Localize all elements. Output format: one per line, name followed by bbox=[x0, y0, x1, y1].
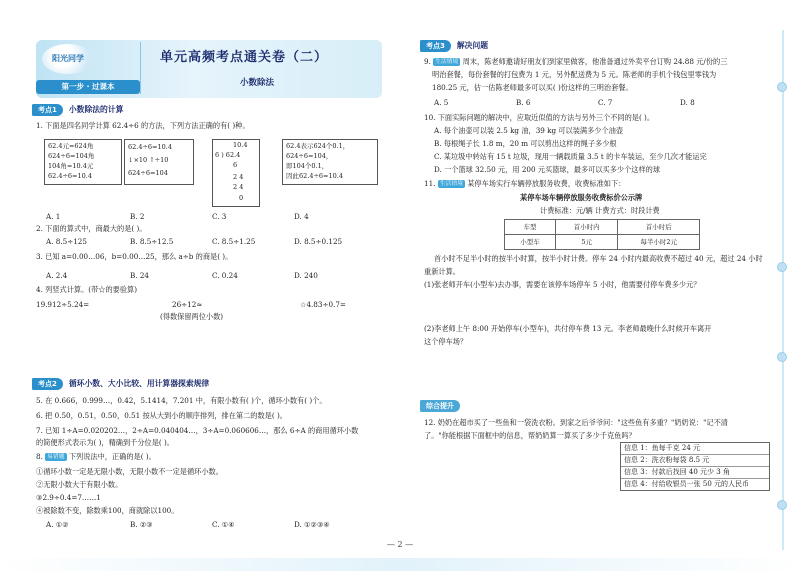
question-8-stem: 8. 易错题 下列说法中，正确的是( )。 bbox=[36, 452, 156, 461]
question-12-line-1: 12. 奶奶在超市买了一些鱼和一袋洗衣粉。到家之后爷爷问："这些鱼有多重？"奶奶说："记不清 bbox=[424, 418, 728, 427]
option-a[interactable]: A. 2.4 bbox=[46, 271, 68, 280]
question-9-line-1: 9. 生活情境 周末，陈老师邀请好朋友们到家里做客，他准备通过外卖平台订购 24.88 元/份的三 bbox=[424, 57, 728, 66]
question-2-stem: 2. 下面的算式中，商最大的是( )。 bbox=[36, 224, 147, 233]
section-heading-1 bbox=[32, 104, 123, 116]
option-a[interactable]: A. ①② bbox=[46, 520, 69, 529]
method-line: 62.4÷6=10.4 bbox=[128, 143, 172, 151]
page-edge-strip bbox=[782, 30, 784, 550]
option-c[interactable]: C. 某垃圾中转站有 15 t 垃圾，现用一辆载质量 3.5 t 的卡车装运，至少几次才能运完 bbox=[434, 152, 707, 161]
page-number: — 2 — bbox=[386, 540, 414, 549]
section-tag: 考点3 bbox=[420, 40, 451, 52]
difficulty-badge: 易错题 bbox=[47, 454, 65, 460]
method-line: 因此62.4÷6=10.4 bbox=[286, 172, 343, 180]
table-cell: 小型车 bbox=[505, 235, 556, 250]
context-badge: 生活情境 bbox=[439, 181, 463, 187]
option-d[interactable]: D. 8.5÷0.125 bbox=[294, 237, 343, 246]
section-name: 小数除法的计算 bbox=[68, 105, 124, 115]
method-line: 624÷6=104 bbox=[128, 169, 168, 177]
option-b[interactable]: B. 2 bbox=[130, 212, 145, 221]
step: 2 4 bbox=[233, 173, 244, 181]
statement-1: ①循环小数一定是无限小数，无限小数不一定是循环小数。 bbox=[36, 467, 223, 476]
question-12-line-2: 了。"你能根据下面框中的信息，帮奶奶算一算买了多少千克鱼吗？ bbox=[424, 431, 636, 440]
question-9-line-2: 明治套餐，每份套餐的打包费为 1 元，另外配送费为 5 元。陈老师的手机个钱包里零钱为 bbox=[432, 70, 717, 79]
calc-note: (得数保留两位小数) bbox=[160, 312, 224, 321]
calc-item-3: ☆4.83÷0.7= bbox=[300, 300, 346, 309]
option-d[interactable]: D. ①②③④ bbox=[294, 520, 330, 529]
binding-hole bbox=[777, 500, 787, 510]
section-tag: 考点1 bbox=[32, 104, 63, 116]
question-7-line-1: 7. 已知 1÷A=0.020202…，2÷A=0.040404…，3÷A=0.060606…，那么 6÷A 的商用循环小数 bbox=[36, 426, 359, 435]
remainder: 0 bbox=[239, 194, 244, 202]
context-badge: 生活情境 bbox=[435, 59, 459, 65]
option-d[interactable]: D. 240 bbox=[294, 271, 318, 280]
method-line: 62.4表示624个0.1， bbox=[286, 142, 350, 150]
question-4-stem: 4. 列竖式计算。(带☆的要验算) bbox=[36, 285, 138, 294]
price-table-subtitle: 计费标准：元/辆 计费方式：时段计费 bbox=[540, 206, 660, 215]
question-5: 5. 在 0.666，0.999…，0.42，5.1414，7.201 中，有限小数有( )个，循环小数有( )个。 bbox=[36, 396, 327, 405]
step-label: 第一步 · 过课本 bbox=[36, 80, 140, 94]
question-6: 6. 把 0.50，0.51，0.50，0.51 按从大到小的顺序排列，排在第二的数是( )。 bbox=[36, 411, 287, 420]
question-1-stem: 1. 下面是四名同学计算 62.4÷6 的方法，下列方法正确的有( )种。 bbox=[36, 121, 250, 130]
bottom-decoration bbox=[0, 558, 800, 571]
price-table-title: 某停车场车辆停放服务收费标价公示牌 bbox=[520, 193, 643, 202]
table-cell: 每半小时2元 bbox=[618, 235, 700, 250]
option-d[interactable]: D. 8 bbox=[680, 98, 695, 107]
stem-text: 周末，陈老师邀请好朋友们到家里做客，他准备通过外卖平台订购 24.88 元/份的三 bbox=[462, 57, 728, 66]
question-11-part-2-line-1: (2)李老师上午 8:00 开始停车(小型车)，共付停车费 13 元。李老师最晚什么时候开车离开 bbox=[424, 324, 712, 333]
option-a[interactable]: A. 1 bbox=[46, 212, 61, 221]
section-heading-4 bbox=[420, 400, 460, 412]
option-b[interactable]: B. 24 bbox=[130, 271, 149, 280]
table-header-cell: 首小时后 bbox=[618, 220, 700, 235]
step: 2 4 bbox=[233, 183, 244, 191]
question-10-stem: 10. 下面实际问题的解决中，应取近似值的方法与另外三个不同的是( )。 bbox=[424, 113, 655, 122]
table-header-row bbox=[505, 220, 700, 235]
binding-hole bbox=[777, 352, 787, 362]
page-subtitle: 小数除法 bbox=[240, 78, 275, 88]
method-box-1 bbox=[44, 139, 122, 185]
table-header-cell: 车型 bbox=[505, 220, 556, 235]
step: 6 bbox=[233, 161, 238, 169]
info-line: 信息 3：付款后找回 40 元少 3 角 bbox=[621, 467, 769, 479]
fee-rule-line-1: 首小时不足半小时的按半小时算，按半小时计费。停车 24 小时内最高收费不超过 40 元，超过 24 小时 bbox=[434, 254, 763, 263]
question-7-line-2: 的简便形式表示为( )，精确到千分位是( )。 bbox=[36, 438, 174, 447]
statement-3: ③2.9÷0.4=7……1 bbox=[36, 493, 101, 502]
method-line: 624÷6=104， bbox=[286, 152, 333, 160]
method-line: 624÷6=104角 bbox=[48, 152, 95, 160]
option-c[interactable]: C. 3 bbox=[212, 212, 227, 221]
option-d[interactable]: D. 4 bbox=[294, 212, 309, 221]
method-line: 即104个0.1， bbox=[286, 162, 329, 170]
method-line: 62.4÷6=10.4 bbox=[48, 172, 92, 180]
table-cell: 5元 bbox=[555, 235, 618, 250]
calc-item-2: 26÷12≈ bbox=[172, 300, 203, 309]
question-11-part-1: (1)张老师开车(小型车)去办事，需要在该停车场停车 5 小时，他需要付停车费多少元？ bbox=[424, 280, 701, 289]
question-9-line-3: 180.25 元，估一估陈老师最多可以买( )份这样的三明治套餐。 bbox=[432, 83, 633, 92]
section-tag: 综合提升 bbox=[420, 400, 460, 412]
method-box-2 bbox=[124, 139, 194, 185]
method-box-4 bbox=[282, 139, 378, 185]
option-a[interactable]: A. 8.5÷125 bbox=[46, 237, 87, 246]
method-line: 62.4元=624角 bbox=[48, 142, 94, 150]
method-box-3 bbox=[212, 139, 260, 207]
section-name: 循环小数、大小比较、用计算器探索规律 bbox=[68, 379, 210, 389]
price-table bbox=[504, 219, 700, 250]
info-line: 信息 4：付给收银员一张 50 元的人民币 bbox=[624, 480, 750, 488]
header-divider bbox=[140, 42, 141, 94]
stem-text: 下列说法中，正确的是( )。 bbox=[68, 452, 156, 461]
quotient: 10.4 bbox=[233, 141, 248, 149]
statement-2: ②无限小数大于有限小数。 bbox=[36, 480, 123, 489]
method-line: 104角=10.4元 bbox=[48, 162, 94, 170]
calc-item-1: 19.912÷5.24= bbox=[36, 300, 90, 309]
binding-hole bbox=[777, 82, 787, 92]
option-c[interactable]: C. ①④ bbox=[212, 520, 235, 529]
method-line: ↓×10 ↑÷10 bbox=[128, 156, 169, 164]
table-row bbox=[505, 235, 700, 250]
option-d[interactable]: D. 一个篮球 32.50 元，用 200 元买篮球，最多可以买多少个这样的球 bbox=[434, 165, 661, 174]
option-c[interactable]: C. 0.24 bbox=[212, 271, 238, 280]
question-11-stem: 11. 生活情境 某停车场实行车辆停放服务收费，收费标准如下： bbox=[424, 179, 626, 188]
stem-text: 某停车场实行车辆停放服务收费，收费标准如下： bbox=[467, 179, 626, 188]
section-tag: 考点2 bbox=[32, 378, 63, 390]
option-a[interactable]: A. 每个油壶可以装 2.5 kg 油，39 kg 可以装满多少个油壶 bbox=[434, 126, 624, 135]
section-heading-3 bbox=[420, 40, 488, 52]
option-b[interactable]: B. ②③ bbox=[130, 520, 153, 529]
question-3-stem: 3. 已知 a=0.00…06，b=0.00…25，那么 a÷b 的商是( )。 bbox=[36, 252, 233, 261]
page-title: 单元高频考点通关卷（二） bbox=[160, 50, 329, 65]
info-box bbox=[620, 442, 770, 491]
statement-4: ④被除数不变，除数乘100，商就除以100。 bbox=[36, 506, 179, 515]
question-11-part-2-line-2: 这个停车场？ bbox=[424, 337, 468, 346]
fee-rule-line-2: 重新计算。 bbox=[424, 267, 460, 276]
brand-logo: 阳光同学 bbox=[42, 44, 94, 74]
binding-hole bbox=[777, 262, 787, 272]
info-line: 信息 1：鱼每千克 24 元 bbox=[621, 443, 769, 455]
option-b[interactable]: B. 8.5÷12.5 bbox=[130, 237, 174, 246]
dividend: 6 ) 62.4 bbox=[215, 151, 241, 159]
section-name: 解决问题 bbox=[456, 41, 489, 51]
option-a[interactable]: A. 5 bbox=[434, 98, 449, 107]
option-b[interactable]: B. 每根绳子长 1.8 m，20 m 可以剪出这样的绳子多少根 bbox=[434, 139, 617, 148]
info-line: 信息 2：洗衣粉每袋 8.5 元 bbox=[621, 455, 769, 467]
option-c[interactable]: C. 8.5÷1.25 bbox=[212, 237, 256, 246]
table-header-cell: 首小时内 bbox=[555, 220, 618, 235]
option-b[interactable]: B. 6 bbox=[516, 98, 531, 107]
section-heading-2 bbox=[32, 378, 209, 390]
option-c[interactable]: C. 7 bbox=[598, 98, 613, 107]
